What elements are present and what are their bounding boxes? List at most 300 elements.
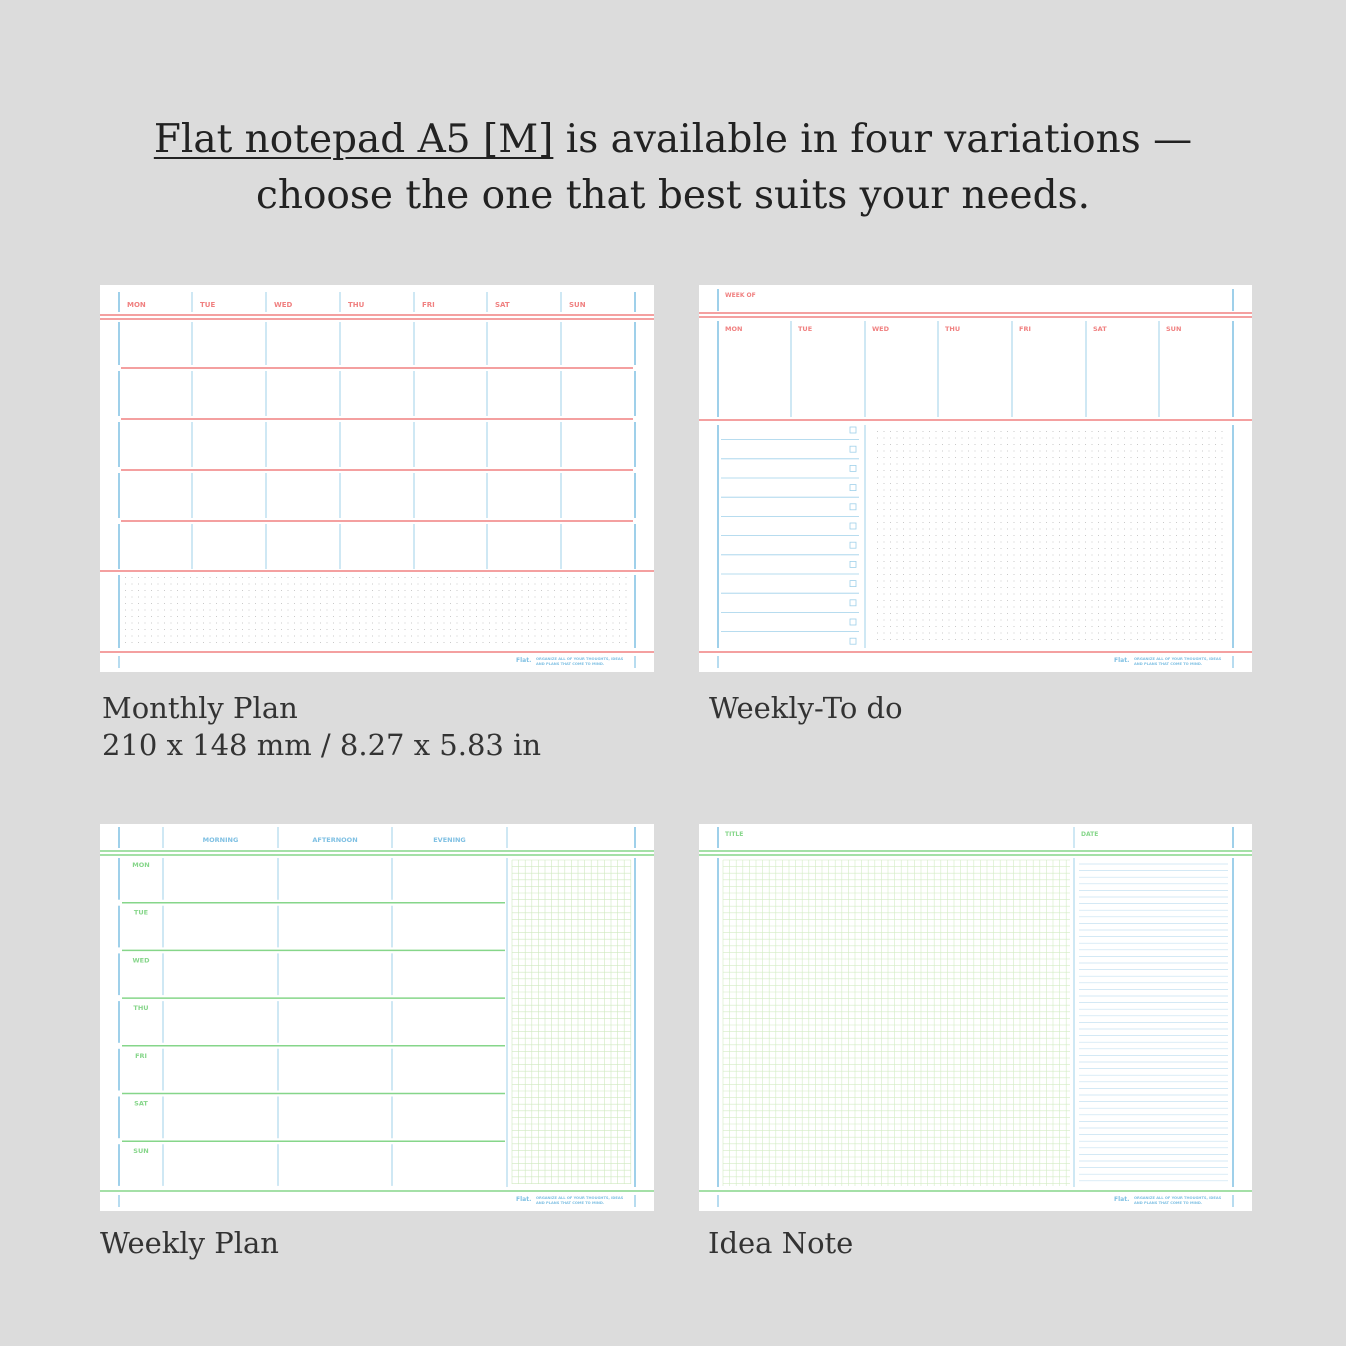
dot bbox=[1124, 639, 1125, 640]
dot bbox=[968, 639, 969, 640]
dot bbox=[262, 642, 263, 643]
dot bbox=[138, 610, 139, 611]
dot bbox=[949, 574, 950, 575]
dot bbox=[1215, 509, 1216, 510]
dot bbox=[1066, 548, 1067, 549]
dot bbox=[1092, 568, 1093, 569]
dot bbox=[203, 590, 204, 591]
dot bbox=[1098, 594, 1099, 595]
dot bbox=[476, 642, 477, 643]
dot bbox=[988, 457, 989, 458]
dot bbox=[366, 636, 367, 637]
dot bbox=[535, 629, 536, 630]
dot bbox=[1092, 522, 1093, 523]
dot bbox=[916, 516, 917, 517]
dot bbox=[411, 636, 412, 637]
dot bbox=[593, 642, 594, 643]
dot bbox=[1098, 516, 1099, 517]
dot bbox=[593, 577, 594, 578]
dot bbox=[910, 542, 911, 543]
dot bbox=[923, 633, 924, 634]
dot bbox=[333, 610, 334, 611]
dot bbox=[1209, 522, 1210, 523]
checkbox-icon bbox=[850, 581, 856, 587]
dot bbox=[249, 584, 250, 585]
dot bbox=[197, 623, 198, 624]
dot bbox=[535, 577, 536, 578]
dot bbox=[366, 642, 367, 643]
dot bbox=[1144, 639, 1145, 640]
dot bbox=[1150, 594, 1151, 595]
dot bbox=[340, 577, 341, 578]
dot bbox=[1001, 535, 1002, 536]
dot bbox=[333, 623, 334, 624]
dot bbox=[988, 574, 989, 575]
dot bbox=[897, 444, 898, 445]
dot bbox=[1053, 464, 1054, 465]
dot bbox=[1092, 639, 1093, 640]
dot bbox=[942, 574, 943, 575]
dot bbox=[1079, 626, 1080, 627]
dot bbox=[903, 594, 904, 595]
dot bbox=[1079, 438, 1080, 439]
dot bbox=[1196, 542, 1197, 543]
dot bbox=[962, 431, 963, 432]
dot bbox=[988, 542, 989, 543]
dot bbox=[897, 620, 898, 621]
dot bbox=[942, 438, 943, 439]
dot bbox=[1014, 490, 1015, 491]
dot bbox=[1163, 574, 1164, 575]
dot bbox=[1085, 496, 1086, 497]
dot bbox=[502, 603, 503, 604]
dot bbox=[916, 529, 917, 530]
product-link[interactable]: Flat notepad A5 [M] bbox=[153, 117, 554, 162]
dot bbox=[1118, 633, 1119, 634]
dot bbox=[1189, 542, 1190, 543]
dot bbox=[1033, 496, 1034, 497]
dot bbox=[288, 629, 289, 630]
dot bbox=[1059, 516, 1060, 517]
dot bbox=[916, 522, 917, 523]
dot bbox=[916, 431, 917, 432]
dot bbox=[489, 629, 490, 630]
dot bbox=[1092, 496, 1093, 497]
dot bbox=[962, 633, 963, 634]
monthly-plan-card[interactable] bbox=[100, 285, 654, 672]
dot bbox=[379, 584, 380, 585]
dot bbox=[424, 603, 425, 604]
dot bbox=[1111, 464, 1112, 465]
dot bbox=[1189, 477, 1190, 478]
dot bbox=[164, 623, 165, 624]
dot bbox=[1163, 626, 1164, 627]
dot bbox=[411, 584, 412, 585]
dot bbox=[916, 633, 917, 634]
dot bbox=[236, 597, 237, 598]
dot bbox=[1046, 555, 1047, 556]
dot bbox=[1215, 594, 1216, 595]
dot bbox=[1144, 457, 1145, 458]
dot bbox=[515, 603, 516, 604]
dot bbox=[580, 616, 581, 617]
dot bbox=[890, 548, 891, 549]
dot bbox=[255, 577, 256, 578]
dot bbox=[1066, 483, 1067, 484]
dot bbox=[903, 496, 904, 497]
dot bbox=[916, 626, 917, 627]
dot bbox=[288, 584, 289, 585]
dot bbox=[877, 620, 878, 621]
dot bbox=[405, 629, 406, 630]
dot bbox=[981, 613, 982, 614]
dot bbox=[975, 438, 976, 439]
day-label: WED bbox=[132, 956, 150, 965]
dot bbox=[1202, 561, 1203, 562]
dot bbox=[1079, 503, 1080, 504]
dot bbox=[567, 597, 568, 598]
dot bbox=[1092, 574, 1093, 575]
dot bbox=[942, 561, 943, 562]
dot bbox=[158, 623, 159, 624]
dot bbox=[1176, 438, 1177, 439]
dot bbox=[1215, 470, 1216, 471]
dot bbox=[1189, 620, 1190, 621]
dot bbox=[897, 607, 898, 608]
dot bbox=[164, 616, 165, 617]
dot bbox=[1105, 483, 1106, 484]
dot bbox=[561, 623, 562, 624]
dot bbox=[897, 639, 898, 640]
dot bbox=[1105, 587, 1106, 588]
dot bbox=[1157, 607, 1158, 608]
dot bbox=[988, 568, 989, 569]
dot bbox=[1059, 464, 1060, 465]
dot bbox=[1183, 522, 1184, 523]
dot bbox=[236, 623, 237, 624]
dot bbox=[877, 483, 878, 484]
dot bbox=[203, 597, 204, 598]
dot bbox=[897, 470, 898, 471]
dot bbox=[476, 623, 477, 624]
dot bbox=[1079, 516, 1080, 517]
dot bbox=[929, 503, 930, 504]
dot bbox=[988, 548, 989, 549]
dot bbox=[1222, 626, 1223, 627]
dot bbox=[483, 610, 484, 611]
dot bbox=[1014, 503, 1015, 504]
dot bbox=[1066, 477, 1067, 478]
dot bbox=[981, 496, 982, 497]
dot bbox=[1150, 490, 1151, 491]
dot bbox=[1040, 607, 1041, 608]
dot bbox=[1072, 438, 1073, 439]
dot bbox=[903, 522, 904, 523]
dot bbox=[1157, 451, 1158, 452]
dot bbox=[1072, 555, 1073, 556]
dot bbox=[418, 590, 419, 591]
dot bbox=[929, 477, 930, 478]
dot bbox=[223, 642, 224, 643]
dot bbox=[1007, 464, 1008, 465]
dot bbox=[1176, 509, 1177, 510]
dot bbox=[994, 542, 995, 543]
dot bbox=[1118, 620, 1119, 621]
dot bbox=[968, 516, 969, 517]
dot bbox=[1157, 490, 1158, 491]
dot bbox=[450, 584, 451, 585]
dot bbox=[483, 603, 484, 604]
dot bbox=[281, 603, 282, 604]
dot bbox=[535, 642, 536, 643]
dot bbox=[1014, 555, 1015, 556]
dot bbox=[1027, 509, 1028, 510]
dot bbox=[1131, 574, 1132, 575]
dot bbox=[1157, 613, 1158, 614]
dot bbox=[613, 603, 614, 604]
dot bbox=[294, 584, 295, 585]
dot bbox=[981, 581, 982, 582]
dot bbox=[1046, 587, 1047, 588]
dot bbox=[968, 470, 969, 471]
dot bbox=[903, 561, 904, 562]
dot bbox=[1059, 581, 1060, 582]
dot bbox=[444, 610, 445, 611]
period-label: AFTERNOON bbox=[312, 836, 358, 844]
dot bbox=[1189, 431, 1190, 432]
dot bbox=[1170, 503, 1171, 504]
dot bbox=[1202, 639, 1203, 640]
dot bbox=[164, 597, 165, 598]
dot bbox=[1222, 483, 1223, 484]
dot bbox=[962, 594, 963, 595]
dot bbox=[457, 577, 458, 578]
dot bbox=[1033, 548, 1034, 549]
dot bbox=[1222, 444, 1223, 445]
dot bbox=[949, 522, 950, 523]
dot bbox=[1144, 477, 1145, 478]
idea-note-card[interactable] bbox=[699, 824, 1252, 1211]
dot bbox=[268, 642, 269, 643]
dot bbox=[515, 636, 516, 637]
weekly-plan-card[interactable] bbox=[100, 824, 654, 1211]
dot bbox=[1118, 561, 1119, 562]
dot bbox=[158, 629, 159, 630]
dot bbox=[1176, 529, 1177, 530]
dot bbox=[884, 483, 885, 484]
dot bbox=[177, 603, 178, 604]
dot bbox=[936, 451, 937, 452]
dot bbox=[955, 581, 956, 582]
dot bbox=[502, 610, 503, 611]
dot bbox=[1027, 496, 1028, 497]
dot bbox=[1085, 633, 1086, 634]
dot bbox=[942, 626, 943, 627]
dot bbox=[1001, 555, 1002, 556]
dot bbox=[1137, 633, 1138, 634]
dot bbox=[463, 623, 464, 624]
dot bbox=[1157, 633, 1158, 634]
dot bbox=[1131, 568, 1132, 569]
dot bbox=[496, 577, 497, 578]
dot bbox=[1105, 490, 1106, 491]
dot bbox=[1157, 561, 1158, 562]
dot bbox=[145, 642, 146, 643]
dot bbox=[936, 568, 937, 569]
dot bbox=[229, 623, 230, 624]
dot bbox=[884, 594, 885, 595]
dot bbox=[502, 616, 503, 617]
dot bbox=[489, 577, 490, 578]
dot bbox=[145, 597, 146, 598]
dot bbox=[151, 590, 152, 591]
dot bbox=[884, 581, 885, 582]
dot bbox=[171, 642, 172, 643]
dot bbox=[1092, 548, 1093, 549]
dot bbox=[554, 610, 555, 611]
dot bbox=[1137, 470, 1138, 471]
dot bbox=[1118, 607, 1119, 608]
dot bbox=[1189, 516, 1190, 517]
dot bbox=[988, 470, 989, 471]
dot bbox=[1027, 451, 1028, 452]
dot bbox=[554, 636, 555, 637]
dot bbox=[903, 639, 904, 640]
dot bbox=[994, 496, 995, 497]
dot bbox=[1170, 561, 1171, 562]
dot bbox=[346, 642, 347, 643]
dot bbox=[1124, 496, 1125, 497]
dot bbox=[626, 616, 627, 617]
dot bbox=[968, 483, 969, 484]
dot bbox=[949, 568, 950, 569]
dot bbox=[340, 629, 341, 630]
dot bbox=[929, 548, 930, 549]
dot bbox=[968, 620, 969, 621]
dot bbox=[411, 577, 412, 578]
weekly-todo-card[interactable] bbox=[699, 285, 1252, 672]
dot bbox=[1124, 620, 1125, 621]
dot bbox=[509, 590, 510, 591]
dot bbox=[1059, 496, 1060, 497]
dot bbox=[897, 451, 898, 452]
dot bbox=[1111, 587, 1112, 588]
dot bbox=[327, 590, 328, 591]
dot bbox=[138, 590, 139, 591]
dot bbox=[340, 642, 341, 643]
dot bbox=[910, 503, 911, 504]
dot bbox=[314, 590, 315, 591]
dot bbox=[1053, 548, 1054, 549]
dot bbox=[1150, 503, 1151, 504]
dot bbox=[1196, 522, 1197, 523]
dot bbox=[502, 577, 503, 578]
dot bbox=[587, 597, 588, 598]
dot bbox=[923, 444, 924, 445]
dot bbox=[1072, 626, 1073, 627]
dot bbox=[1098, 470, 1099, 471]
dot bbox=[897, 568, 898, 569]
dot bbox=[1176, 522, 1177, 523]
dot bbox=[975, 509, 976, 510]
dot bbox=[216, 603, 217, 604]
dot bbox=[314, 597, 315, 598]
dot bbox=[1202, 587, 1203, 588]
dot bbox=[184, 584, 185, 585]
dot bbox=[1163, 464, 1164, 465]
dot bbox=[1215, 620, 1216, 621]
dot bbox=[897, 561, 898, 562]
dot bbox=[1014, 600, 1015, 601]
dot bbox=[1066, 587, 1067, 588]
dot bbox=[1176, 444, 1177, 445]
dot bbox=[1124, 431, 1125, 432]
dot bbox=[327, 610, 328, 611]
dot bbox=[981, 535, 982, 536]
dot bbox=[268, 629, 269, 630]
dot bbox=[994, 483, 995, 484]
variant-size: 210 x 148 mm / 8.27 x 5.83 in bbox=[102, 728, 542, 762]
dot bbox=[1118, 444, 1119, 445]
dot bbox=[1046, 451, 1047, 452]
dot bbox=[877, 490, 878, 491]
dot bbox=[340, 623, 341, 624]
dot bbox=[1176, 542, 1177, 543]
dot bbox=[320, 636, 321, 637]
dot bbox=[229, 603, 230, 604]
dot bbox=[1085, 516, 1086, 517]
day-label: THU bbox=[945, 325, 961, 333]
dot bbox=[1124, 490, 1125, 491]
dot bbox=[1183, 574, 1184, 575]
dot bbox=[897, 431, 898, 432]
dot bbox=[613, 623, 614, 624]
dot bbox=[275, 642, 276, 643]
dot bbox=[366, 610, 367, 611]
dot bbox=[955, 535, 956, 536]
dot bbox=[593, 616, 594, 617]
dot bbox=[1222, 457, 1223, 458]
dot bbox=[470, 584, 471, 585]
dot bbox=[184, 642, 185, 643]
dot bbox=[1176, 581, 1177, 582]
dot bbox=[1131, 496, 1132, 497]
dot bbox=[1033, 574, 1034, 575]
dot bbox=[1033, 522, 1034, 523]
dot bbox=[1027, 438, 1028, 439]
dot bbox=[522, 590, 523, 591]
dot bbox=[1144, 444, 1145, 445]
dot bbox=[1196, 438, 1197, 439]
dot bbox=[981, 483, 982, 484]
dot bbox=[1098, 496, 1099, 497]
dot bbox=[600, 603, 601, 604]
dot bbox=[884, 470, 885, 471]
dot bbox=[145, 603, 146, 604]
dot bbox=[1053, 626, 1054, 627]
dot bbox=[1215, 613, 1216, 614]
dot bbox=[988, 529, 989, 530]
dot bbox=[936, 438, 937, 439]
dot bbox=[988, 451, 989, 452]
dot bbox=[431, 590, 432, 591]
dot bbox=[1105, 600, 1106, 601]
dot bbox=[1066, 464, 1067, 465]
week-of-label: WEEK OF bbox=[725, 292, 756, 299]
dot bbox=[897, 542, 898, 543]
dot bbox=[1222, 587, 1223, 588]
dot bbox=[910, 633, 911, 634]
